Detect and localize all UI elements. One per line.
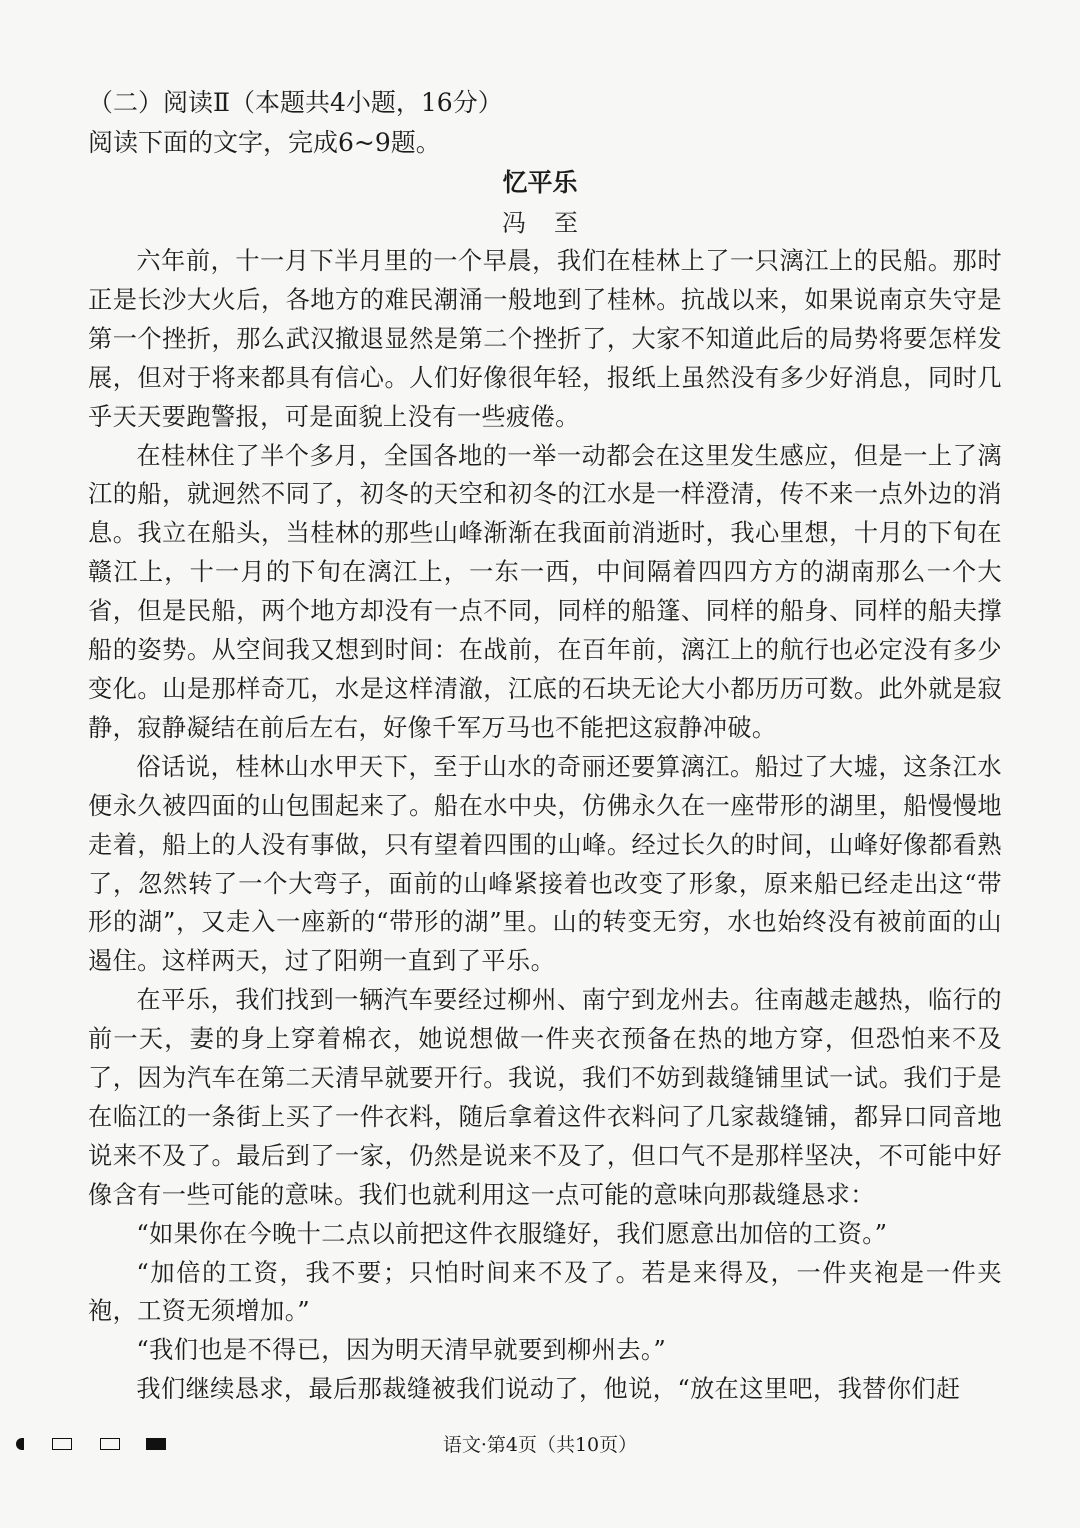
paragraph: 俗话说，桂林山水甲天下，至于山水的奇丽还要算漓江。船过了大墟，这条江水便永久被四面的山包围起来了。船在水中央，仿佛永久在一座带形的湖里，船慢慢地走着，船上的人没有事做，只有望着四围的山峰。经过长久的时间，山峰好像都看熟了，忽然转了一个大弯子，面前的山峰紧接着也改变了形象，原来船已经走出这“带形的湖”，又走入一座新的“带形的湖”里。山的转变无穷，水也始终没有被前面的山遏住。这样两天，过了阳朔一直到了平乐。 xyxy=(88,752,1002,976)
paragraph: 在桂林住了半个多月，全国各地的一举一动都会在这里发生感应，但是一上了漓江的船，就迥然不同了，初冬的天空和初冬的江水是一样澄清，传不来一点外边的消息。我立在船头，当桂林的那些山峰渐渐在我面前消逝时，我心里想，十月的下旬在赣江上，十一月的下旬在漓江上，一东一西，中间隔着四四方方的湖南那么一个大省，但是民船，两个地方却没有一点不同，同样的船篷、同样的船身、同样的船夫撑船的姿势。从空间我又想到时间：在战前，在百年前，漓江上的航行也必定没有多少变化。山是那样奇兀，水是这样清澈，江底的石块无论大小都历历可数。此外就是寂静，寂静凝结在前后左右，好像千军万马也不能把这寂静冲破。 xyxy=(88,441,1002,742)
paragraph: 我们继续恳求，最后那裁缝被我们说动了，他说，“放在这里吧，我替你们赶 xyxy=(136,1375,961,1404)
paragraph: “如果你在今晚十二点以前把这件衣服缝好，我们愿意出加倍的工资。” xyxy=(136,1219,888,1248)
paragraph: 六年前，十一月下半月里的一个早晨，我们在桂林上了一只漓江上的民船。那时正是长沙大火后，各地方的难民潮涌一般地到了桂林。抗战以来，如果说南京失守是第一个挫折，那么武汉撤退显然是第二个挫折了，大家不知道此后的局势将要怎样发展，但对于将来都具有信心。人们好像很年轻，报纸上虽然没有多少好消息，同时几乎天天要跑警报，可是面貌上没有一些疲倦。 xyxy=(88,247,1002,431)
reading-instruction: 阅读下面的文字，完成6~9题。 xyxy=(88,128,441,157)
paragraph: 在平乐，我们找到一辆汽车要经过柳州、南宁到龙州去。往南越走越热，临行的前一天，妻的身上穿着棉衣，她说想做一件夹衣预备在热的地方穿，但恐怕来不及了，因为汽车在第二天清早就要开行。我说，我们不妨到裁缝铺里试一试。我们于是在临江的一条街上买了一件衣料，随后拿着这件衣料问了几家裁缝铺，都异口同音地说来不及了。最后到了一家，仍然是说来不及了，但口气不是那样坚决，不可能中好像含有一些可能的意味。我们也就利用这一点可能的意味向那裁缝恳求： xyxy=(88,986,1002,1209)
paragraph: “加倍的工资，我不要；只怕时间来不及了。若是来得及，一件夹袍是一件夹袍，工资无须增加。” xyxy=(88,1258,1002,1326)
section-header: （二）阅读Ⅱ（本题共4小题，16分） xyxy=(88,88,503,117)
article-author: 冯至 xyxy=(502,209,606,237)
page-footer xyxy=(0,1424,1080,1464)
paragraph: “我们也是不得已，因为明天清早就要到柳州去。” xyxy=(136,1336,667,1365)
article-body xyxy=(88,242,1002,1409)
article-title: 忆平乐 xyxy=(502,168,578,197)
page-number: 语文·第4页（共10页） xyxy=(442,1434,638,1456)
